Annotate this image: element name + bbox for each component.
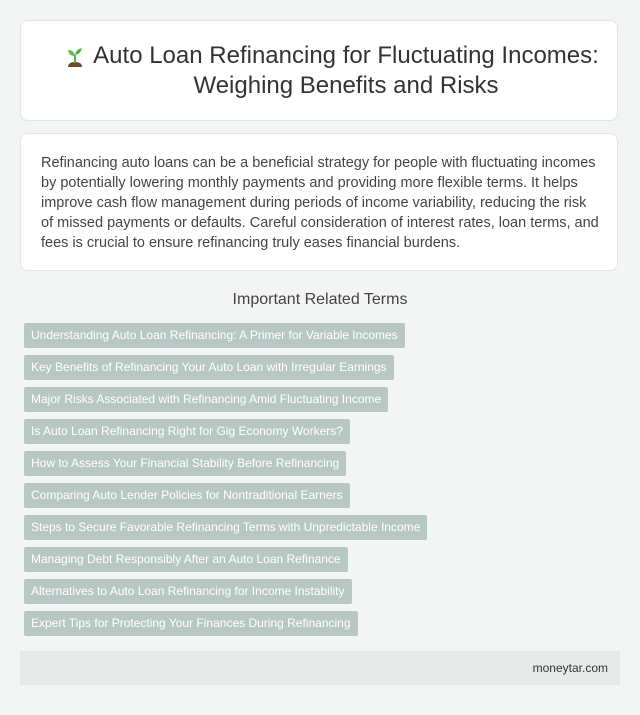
seedling-icon [61,45,89,73]
intro-card [20,133,618,271]
related-term-link[interactable]: Comparing Auto Lender Policies for Nontraditional Earners [24,483,350,508]
related-term-link[interactable]: Key Benefits of Refinancing Your Auto Loan with Irregular Earnings [24,355,394,380]
related-term-link[interactable]: Understanding Auto Loan Refinancing: A Primer for Variable Incomes [24,323,405,348]
header-card [20,20,618,121]
related-term-link[interactable]: Steps to Secure Favorable Refinancing Terms with Unpredictable Income [24,515,427,540]
related-term-link[interactable]: Managing Debt Responsibly After an Auto Loan Refinance [24,547,348,572]
footer [20,651,620,685]
intro-paragraph: Refinancing auto loans can be a beneficial strategy for people with fluctuating incomes by potentially lowering monthly payments and providing more flexible terms. It helps improve cash flow management during periods of income variability, reducing the risk of missed payments or defaults. Careful consideration of interest rates, loan terms, and fees is crucial to ensure refinancing truly eases financial burdens. [41,155,599,251]
related-term-link[interactable]: Alternatives to Auto Loan Refinancing for Income Instability [24,579,352,604]
footer-brand[interactable]: moneytar.com [532,661,608,675]
related-term-link[interactable]: Major Risks Associated with Refinancing Amid Fluctuating Income [24,387,388,412]
related-terms-heading: Important Related Terms [232,291,408,308]
title-block [61,41,601,101]
related-term-link[interactable]: Expert Tips for Protecting Your Finances During Refinancing [24,611,358,636]
related-terms-list [24,323,427,643]
page-title: Auto Loan Refinancing for Fluctuating Incomes: Weighing Benefits and Risks [93,42,599,99]
related-term-link[interactable]: Is Auto Loan Refinancing Right for Gig Economy Workers? [24,419,350,444]
related-term-link[interactable]: How to Assess Your Financial Stability Before Refinancing [24,451,346,476]
